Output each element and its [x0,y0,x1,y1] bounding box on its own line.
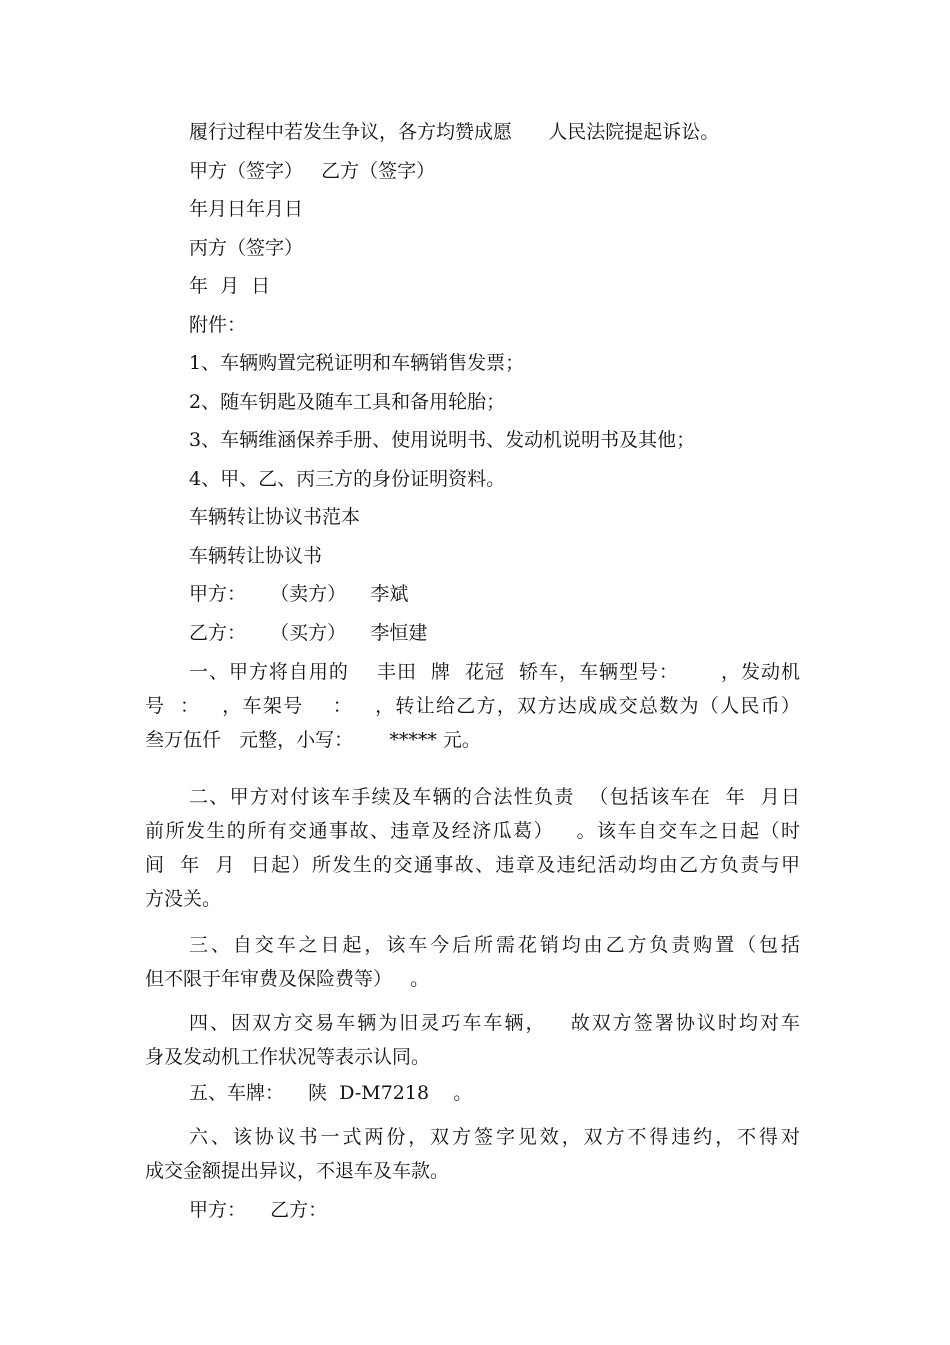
clause-3 [145,928,800,996]
clause-2-row: 二、甲方对付该车手续及车辆的合法性负责 （包括该车在 年 月日 [189,786,800,808]
signature-line-ab: 甲方（签字） 乙方（签字） [189,160,436,182]
attachments-heading: 附件： [189,314,247,336]
party-b-line: 乙方： （买方） 李恒建 [189,622,428,644]
clause-4-row: 身及发动机工作状况等表示认同。 [145,1046,431,1068]
clause-6-row: 六、该协议书一式两份，双方签字见效，双方不得违约，不得对 [189,1126,800,1148]
attachment-item-1: 1、车辆购置完税证明和车辆销售发票； [189,352,525,374]
attachment-item-2: 2、随车钥匙及随车工具和备用轮胎； [189,391,506,413]
date-line-c: 年 月 日 [189,275,271,297]
clause-5-plate: 五、车牌： 陕 D-M7218 。 [189,1082,473,1104]
clause-2-row: 前所发生的所有交通事故、违章及经济瓜葛） 。该车自交车之日起（时 [145,820,800,842]
clause-6 [145,1120,800,1188]
clause-3-row: 三、自交车之日起，该车今后所需花销均由乙方负责购置（包括 [189,934,800,956]
clause-1-row: 号 ： ，车架号 ： ，转让给乙方，双方达成成交总数为（人民币） [145,695,800,717]
party-a-line: 甲方： （卖方） 李斌 [189,583,409,605]
date-line-ab: 年月日年月日 [189,198,304,220]
clause-1 [145,655,800,757]
dispute-clause-line: 履行过程中若发生争议，各方均赞成愿 人民法院提起诉讼。 [189,121,720,143]
clause-2-row: 间 年 月 日起）所发生的交通事故、违章及违纪活动均由乙方负责与甲 [145,854,800,876]
attachment-item-3: 3、车辆维涵保养手册、使用说明书、发动机说明书及其他； [189,429,696,451]
clause-2 [145,780,800,916]
attachment-item-4: 4、甲、乙、丙三方的身份证明资料。 [189,468,506,490]
clause-3-row: 但不限于年审费及保险费等） 。 [145,968,430,990]
clause-4-row: 四、因双方交易车辆为旧灵巧车车辆， 故双方签署协议时均对车 [189,1012,800,1034]
clause-4 [145,1006,800,1074]
clause-1-row: 叁万伍仟 元整，小写： ***** 元。 [145,729,481,751]
agreement-title: 车辆转让协议书 [189,545,323,567]
template-title: 车辆转让协议书范本 [189,506,361,528]
signature-line-c: 丙方（签字） [189,237,304,259]
clause-6-row: 成交金额提出异议，不退车及车款。 [145,1160,450,1182]
clause-2-row: 方没关。 [145,888,222,910]
final-signature-line: 甲方： 乙方： [189,1199,328,1221]
clause-1-row: 一、甲方将自用的 丰田 牌 花冠 轿车，车辆型号： ，发动机 [189,661,800,683]
